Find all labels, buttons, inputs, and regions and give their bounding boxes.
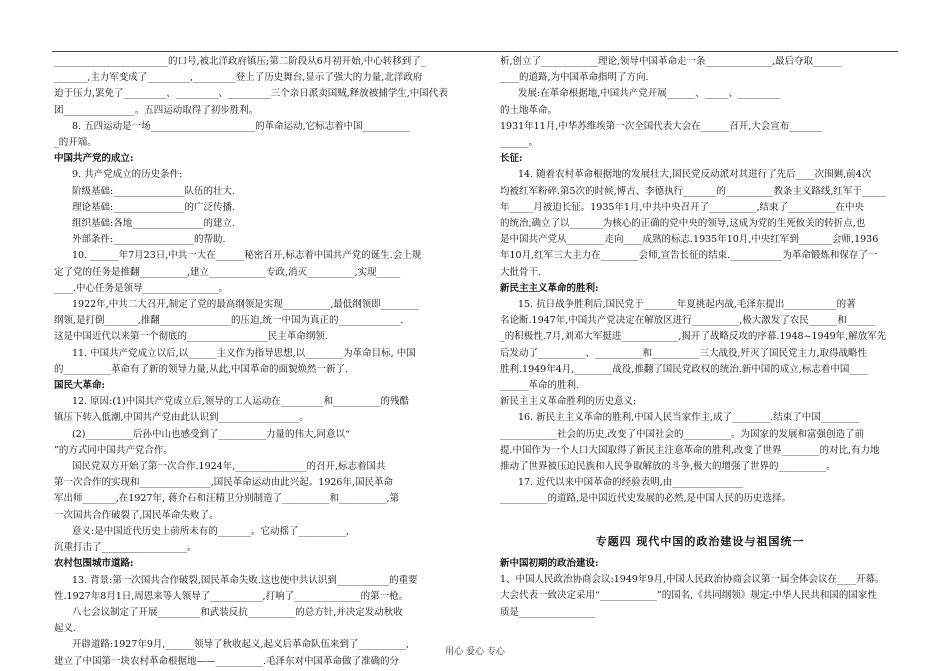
text-line: 是中国共产党从________走向____成熟的标志.1935年10月,中央红军到_______会师,1936 <box>500 234 879 246</box>
text-line: 质是________________ <box>500 606 596 618</box>
text-line: 的__________革命有了新的领导力量,从此,中国革命的面貌焕然一新了. <box>54 363 349 375</box>
section-heading: 新中国初期的政治建设: <box>500 557 599 569</box>
section-heading: 国民大革命: <box>54 380 106 392</box>
text-line: _的积极性.7月,刘邓大军挺进____________,揭开了战略反攻的序幕.1948~1949年,解放军先 <box>500 331 887 343</box>
text-line: 的统治,确立了以_______为核心的正确的党中央的领导,这成为党的生死攸关的转折点,也 <box>500 218 866 230</box>
page-footer: 用心 爱心 专心 <box>445 647 505 657</box>
text-line: ”的方式同中国共产党合作。 <box>54 444 173 456</box>
text-line: 9. 共产党成立的历史条件: <box>72 169 183 181</box>
text-line: ________________________的口号,被北洋政府镇压;第二阶段从6月初开始,中心转移到了_ <box>54 56 426 67</box>
text-line: 14. 随着农村革命根据地的发展壮大,国民党反动派对其进行了先后____次围剿,前4次 <box>518 169 872 181</box>
text-line: 第一次合作的实现和_______________,国民革命运动由此兴起。1926年,国民革命 <box>54 477 393 489</box>
text-line: 13. 背景:第一次国共合作破裂,国民革命失败.这也使中共认识到___________的重要 <box>72 574 418 586</box>
text-line: 团_______________。五四运动取得了初步胜利。 <box>54 104 259 116</box>
text-line: 外部条件:_________________的帮助. <box>72 234 226 246</box>
text-line: 8. 五四运动是一场______________________的革命运动,它标志着中国__________ <box>72 120 411 132</box>
text-line: 年10月,红军三大主力在________会师,宣告长征的结束.___________为革命锻炼和保存了一 <box>500 250 878 262</box>
text-line: 开辟道路:1927年9月,______领导了秋收起义,起义后革命队伍来到了__________, <box>72 639 409 651</box>
section-title: 专题四 现代中国的政治建设与祖国统一 <box>595 534 805 548</box>
section-heading: 农村包围城市道路: <box>54 558 134 570</box>
text-line: ______。 <box>500 137 539 149</box>
text-line: (2)__________后孙中山也感受到了__________力量的伟大,同意以“ <box>72 428 350 440</box>
text-line: 镇压下转入低潮,中国共产党由此认识到_________________。 <box>54 412 309 424</box>
text-line: 后发动了__________、__________和__________三大战役,歼灭了国民党主力,取得战略性 <box>500 347 868 359</box>
text-line: 大批骨干. <box>500 266 542 278</box>
text-line: 军出师_______,在1927年, 蒋介石和汪精卫分别制造了__________和__________,第 <box>54 493 400 505</box>
text-line: 组织基础:各地_______________的建立. <box>72 218 235 230</box>
section-heading: 长征: <box>500 153 523 165</box>
text-line: 推动了世界被压迫民族和人民争取解放的斗争,极大的增强了世界的__________。 <box>500 461 836 473</box>
text-line: 1922年,中共二大召开,制定了党的最高纲领是实现__________,最低纲领即________ <box>72 299 419 311</box>
header-rule <box>52 51 898 52</box>
text-line: 10. ______年7月23日,中共一大在______秘密召开,标志着中国共产党的诞生.会上规 <box>72 250 422 262</box>
text-line: 15. 抗日战争胜利后,国民党于_______年夏挑起内战,毛泽东提出___________的著 <box>518 299 856 311</box>
text-line: 迫于压力,罢免了_________、_________、_________三个亲日派卖国贼,释放被捕学生,中国代表 <box>54 88 448 100</box>
text-line: 阶级基础:_______________队伍的壮大. <box>72 185 235 197</box>
text-line: 理论基础:_______________的广泛传播. <box>72 201 235 213</box>
text-line: 16. 新民主主义革命的胜利,中国人民当家作主,成了________.结束了中国________ <box>518 412 859 424</box>
text-line: 12. 原因:(1)中国共产党成立后,领导的工人运动在_________和__________的残酷 <box>72 396 410 408</box>
text-line: 11. 中国共产党成立以后,以______主义作为指导思想,以________为革命目标, 中国 <box>72 347 416 359</box>
text-line: 定了党的任务是推翻__________,建立____________专政,消灭__________,实现_____ <box>54 266 401 278</box>
text-line: ____.中心任务是领导________________。 <box>54 282 229 294</box>
text-line: 17. 近代以来中国革命的经验表明,由_______________ <box>518 477 744 489</box>
text-line: 1、中国人民政治协商会议:1949年9月,中国人民政治协商会议第一届全体会议在____开幕。 <box>500 574 885 586</box>
text-line: 的土地革命。 <box>500 104 558 116</box>
text-line: 新民主主义革命胜利的历史意义: <box>500 396 637 408</box>
text-line: 均被红军粉碎.第5次的时候,博古、李德执行_______的__________教条主义路线,红军于_____ <box>500 185 886 197</box>
text-line: ____的道路,为中国革命指明了方向. <box>500 72 649 84</box>
text-line: 1931年11月,中华苏维埃第一次全国代表大会在______召开,大会宣布_______ <box>500 120 823 132</box>
text-line: 名论断.1947年,中国共产党决定在解放区进行__________,极大激发了农民______和______ <box>500 315 876 327</box>
text-line: 八七会议制定了开展_________和武装反抗__________的总方针,并决定发动秋收 <box>72 606 403 618</box>
text-line: 纲领,是打倒_______,推翻_______________的压迫,统一中国为真正的_____________. <box>54 315 404 327</box>
text-line: 年_____月被迫长征。1935年1月,中共中央召开了__________,结束了__________在中央 <box>500 201 865 213</box>
text-line: 建立了中国第一块农村革命根据地——__________.毛泽东对中国革命做了准确的分 <box>54 655 400 667</box>
text-line: 大会代表一致决定采用“____________”的国名,《共同纲领》规定:中华人民共和国的国家性 <box>500 590 877 602</box>
text-line: 意义:是中国近代历史上前所未有的_______。它动摇了__________, <box>72 525 349 537</box>
section-heading: 新民主主义革命的胜利: <box>500 282 599 294</box>
text-line: ______革命的胜利. <box>500 380 580 392</box>
text-line: 胜利.1949年4月,________战役,推翻了国民党政权的统治.新中国的成立,标志着中国____ <box>500 363 869 375</box>
text-line: ____________社会的历史,改变了中国社会的__________。为国家的发展和富强创造了前 <box>500 428 865 440</box>
text-line: 析,创立了____________理论,领导中国革命走一条______________,最后夺取______ <box>500 56 842 67</box>
text-line: 起义. <box>54 623 77 635</box>
text-line: 发展:在革命根据地,中国共产党开展______、_____、_________ <box>518 88 781 100</box>
text-line: 沉重打击了__________________。 <box>54 542 197 554</box>
text-line: _的开端。 <box>54 137 97 149</box>
text-line: 国民党双方开始了第一次合作.1924年,_______________的召开,标志着国共 <box>72 461 386 473</box>
right-column <box>500 54 900 637</box>
text-line: 一次国共合作破裂了,国民革命失败了。 <box>54 509 219 521</box>
section-heading: 中国共产党的成立: <box>54 153 134 165</box>
text-line: _______,主力军变成了_________,_________登上了历史舞台,显示了强大的力量,北洋政府 <box>54 72 423 84</box>
text-line: 提.中国作为一个人口大国取得了新民主注意革命的胜利,改变了世界________的对比,有力地 <box>500 444 880 456</box>
text-line: 这是中国近代以来第一个彻底的_________________民主革命纲领. <box>54 331 328 343</box>
left-column <box>54 54 458 667</box>
text-line: __________的道路,是中国近代史发展的必然,是中国人民的历史选择。 <box>500 493 792 505</box>
text-line: 性.1927年8月1日,周恩来等人领导了___________,打响了______________的第一枪。 <box>54 590 409 602</box>
